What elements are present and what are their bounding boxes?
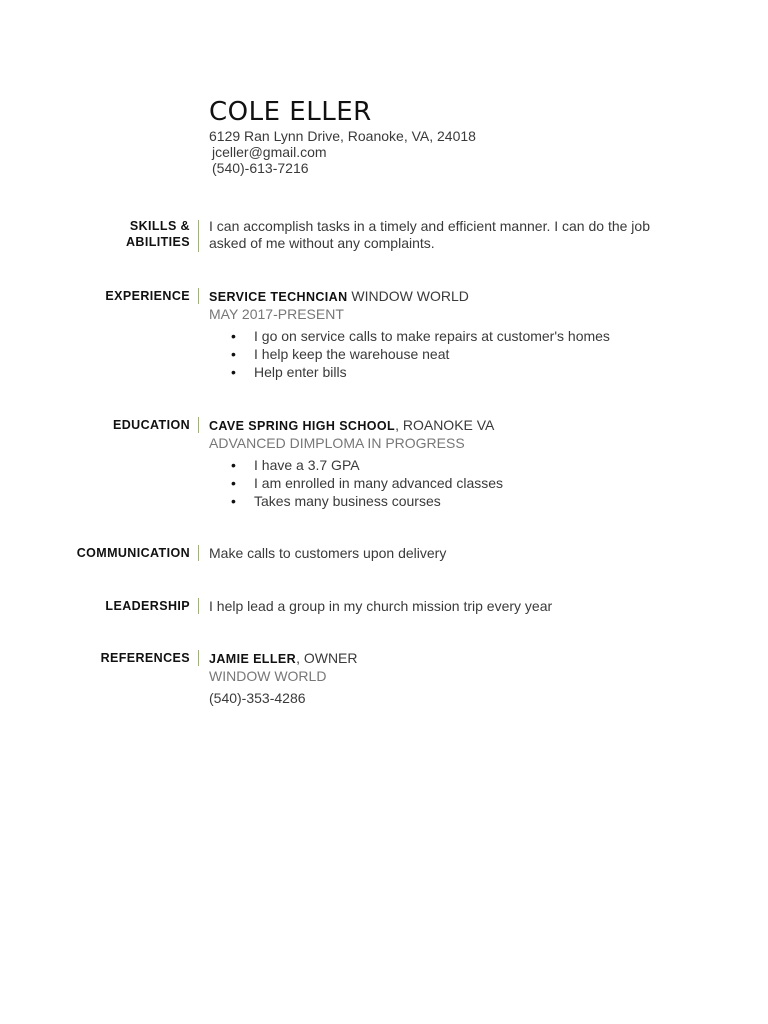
email: jceller@gmail.com: [212, 144, 327, 160]
job-dates: MAY 2017-PRESENT: [209, 306, 344, 322]
applicant-name: COLE ELLER: [209, 97, 372, 127]
experience-bullets: [209, 327, 659, 381]
skills-label-line2: ABILITIES: [125, 235, 190, 249]
section-label-education: EDUCATION: [113, 418, 190, 432]
reference-name: JAMIE ELLER: [209, 652, 297, 666]
section-label-skills: [126, 218, 190, 250]
section-label-communication: COMMUNICATION: [76, 546, 190, 560]
list-item: • I help keep the warehouse neat: [209, 345, 659, 363]
job-company: WINDOW WORLD: [347, 288, 469, 304]
address: 6129 Ran Lynn Drive, Roanoke, VA, 24018: [209, 128, 476, 144]
section-label-leadership: LEADERSHIP: [105, 599, 190, 613]
list-item: • Help enter bills: [209, 363, 659, 381]
job-title: SERVICE TECHNCIAN: [209, 290, 348, 304]
skills-label-line1: SKILLS &: [129, 219, 190, 233]
section-label-experience: EXPERIENCE: [105, 289, 190, 303]
section-divider: [198, 417, 199, 433]
list-item: • Takes many business courses: [209, 492, 659, 510]
degree: ADVANCED DIMPLOMA IN PROGRESS: [209, 435, 465, 451]
reference-role: , OWNER: [296, 650, 358, 666]
education-content: [209, 417, 659, 510]
section-divider: [198, 220, 199, 252]
list-item: • I am enrolled in many advanced classes: [209, 474, 659, 492]
experience-content: [209, 288, 659, 381]
section-divider: [198, 650, 199, 666]
references-content: [209, 650, 659, 707]
section-divider: [198, 598, 199, 614]
section-label-references: REFERENCES: [100, 651, 190, 665]
list-item: • I have a 3.7 GPA: [209, 456, 659, 474]
resume-header: [209, 96, 476, 176]
reference-company: WINDOW WORLD: [209, 668, 327, 684]
leadership-text: I help lead a group in my church mission trip every year: [209, 598, 553, 614]
section-divider: [198, 545, 199, 561]
skills-text: I can accomplish tasks in a timely and efficient manner. I can do the job asked of me without any complaints.: [209, 218, 650, 251]
school-name: CAVE SPRING HIGH SCHOOL: [209, 419, 396, 433]
list-item: • I go on service calls to make repairs at customer's homes: [209, 327, 659, 345]
section-divider: [198, 288, 199, 304]
phone: (540)-613-7216: [212, 160, 309, 176]
communication-text: Make calls to customers upon delivery: [209, 545, 447, 561]
reference-phone: (540)-353-4286: [209, 690, 306, 706]
school-location: , ROANOKE VA: [395, 417, 495, 433]
education-bullets: [209, 456, 659, 510]
